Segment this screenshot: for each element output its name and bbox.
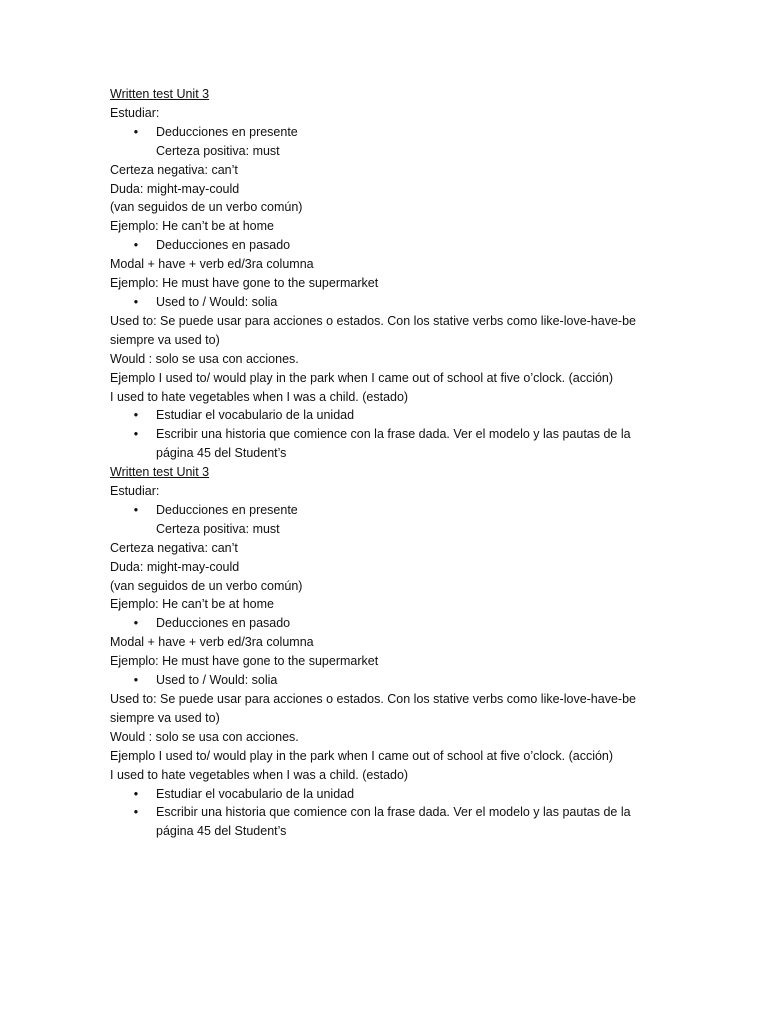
text-line: Modal + have + verb ed/3ra columna	[110, 635, 314, 650]
bullet-icon: •	[133, 673, 139, 688]
bullet-text: Deducciones en presente	[156, 124, 298, 139]
text-line: Ejemplo: He can’t be at home	[110, 219, 274, 234]
bullet-text: Used to / Would: solia	[156, 294, 278, 309]
bullet-item	[110, 614, 670, 633]
text-line: Duda: might-may-could	[110, 559, 240, 574]
text-line: Certeza negativa: can’t	[110, 162, 238, 177]
text-line: Certeza negativa: can’t	[110, 540, 238, 555]
bullet-icon: •	[133, 427, 139, 442]
bullet-text: Escribir una historia que comience con la frase dada. Ver el modelo y las pautas de la página 45 del Student’s	[156, 427, 631, 461]
section-title: Written test Unit 3	[110, 465, 210, 480]
bullet-text: Deducciones en presente	[156, 502, 298, 517]
text-line: Ejemplo: He can’t be at home	[110, 597, 274, 612]
bullet-icon: •	[133, 238, 139, 253]
text-line: Ejemplo: He must have gone to the supermarket	[110, 654, 379, 669]
bullet-item	[110, 501, 670, 520]
study-section	[110, 85, 670, 463]
bullet-item	[110, 406, 670, 425]
bullet-icon: •	[133, 805, 139, 820]
text-line: Certeza positiva: must	[156, 521, 280, 536]
document-body	[110, 85, 670, 841]
text-line: Ejemplo I used to/ would play in the park when I came out of school at five o’clock. (acción)	[110, 370, 614, 385]
study-section	[110, 463, 670, 841]
text-line: Ejemplo: He must have gone to the supermarket	[110, 276, 379, 291]
bullet-icon: •	[133, 124, 139, 139]
text-line: Would : solo se usa con acciones.	[110, 729, 299, 744]
bullet-item	[110, 425, 670, 463]
text-line: I used to hate vegetables when I was a child. (estado)	[110, 389, 409, 404]
bullet-text: Estudiar el vocabulario de la unidad	[156, 786, 355, 801]
bullet-item	[110, 123, 670, 142]
bullet-item	[110, 293, 670, 312]
bullet-text: Used to / Would: solia	[156, 673, 278, 688]
text-paragraph: Used to: Se puede usar para acciones o estados. Con los stative verbs como like-love-have-be siempre va used to)	[110, 692, 636, 725]
bullet-icon: •	[133, 616, 139, 631]
text-paragraph: Used to: Se puede usar para acciones o estados. Con los stative verbs como like-love-have-be siempre va used to)	[110, 313, 636, 347]
bullet-icon: •	[133, 502, 139, 517]
bullet-item	[110, 803, 670, 841]
bullet-text: Estudiar el vocabulario de la unidad	[156, 408, 355, 423]
estudiar-label: Estudiar:	[110, 484, 160, 499]
bullet-item	[110, 671, 670, 690]
bullet-icon: •	[133, 408, 139, 423]
bullet-text: Deducciones en pasado	[156, 616, 291, 631]
bullet-text: Deducciones en pasado	[156, 238, 291, 253]
text-line: (van seguidos de un verbo común)	[110, 578, 303, 593]
text-line: Modal + have + verb ed/3ra columna	[110, 257, 314, 272]
text-line: Duda: might-may-could	[110, 181, 240, 196]
text-line: Would : solo se usa con acciones.	[110, 351, 299, 366]
bullet-icon: •	[133, 786, 139, 801]
bullet-item	[110, 236, 670, 255]
text-line: Certeza positiva: must	[156, 143, 280, 158]
text-line: I used to hate vegetables when I was a child. (estado)	[110, 767, 409, 782]
estudiar-label: Estudiar:	[110, 105, 160, 120]
bullet-icon: •	[133, 294, 139, 309]
text-line: Ejemplo I used to/ would play in the park when I came out of school at five o’clock. (acción)	[110, 748, 614, 763]
bullet-item	[110, 785, 670, 804]
section-title: Written test Unit 3	[110, 87, 210, 101]
text-line: (van seguidos de un verbo común)	[110, 200, 303, 215]
bullet-text: Escribir una historia que comience con la frase dada. Ver el modelo y las pautas de la página 45 del Student’s	[156, 805, 631, 839]
